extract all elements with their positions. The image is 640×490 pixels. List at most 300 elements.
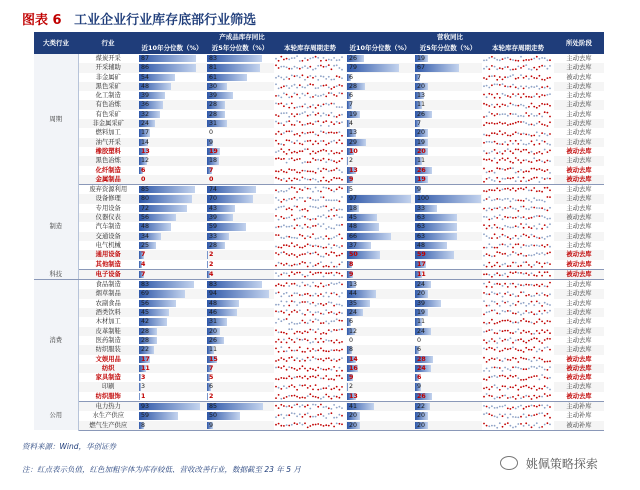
trend-point <box>531 190 533 192</box>
trend-point <box>547 143 549 145</box>
trend-point <box>275 102 277 104</box>
trend-point <box>541 266 543 268</box>
trend-point <box>278 304 280 306</box>
trend-point <box>312 314 314 316</box>
trend-point <box>499 397 501 399</box>
trend-point <box>339 328 341 330</box>
trend-point <box>336 167 338 169</box>
trend-point <box>299 397 301 399</box>
trend-point <box>528 368 530 370</box>
trend-point <box>510 310 512 312</box>
trend-point <box>488 123 490 125</box>
trend-point <box>515 261 517 263</box>
trend-point <box>296 106 298 108</box>
trend-point <box>296 171 298 173</box>
trend-point <box>291 356 293 358</box>
trend-point <box>288 236 290 238</box>
trend-point <box>507 76 509 78</box>
trend-point <box>523 104 525 106</box>
trend-point <box>483 150 485 152</box>
trend-point <box>520 350 522 352</box>
trend-point <box>544 271 546 273</box>
trend-point <box>283 292 285 294</box>
trend-point <box>528 161 530 163</box>
trend-point <box>525 170 527 172</box>
trend-point <box>278 261 280 263</box>
percentile-value: 7 <box>141 270 146 278</box>
trend-point <box>291 141 293 143</box>
trend-point <box>488 322 490 324</box>
trend-point <box>549 150 551 152</box>
stage-cell: 主动去库 <box>566 299 592 307</box>
trend-point <box>333 191 335 193</box>
trend-point <box>536 199 538 201</box>
percentile-cell <box>206 110 274 119</box>
table-row <box>34 100 604 109</box>
trend-point <box>486 367 488 369</box>
trend-point <box>296 191 298 193</box>
trend-point <box>286 121 288 123</box>
percentile-cell <box>414 63 482 72</box>
trend-point <box>323 131 325 133</box>
trend-point <box>499 375 501 377</box>
trend-point <box>533 337 535 339</box>
trend-point <box>296 55 298 57</box>
trend-point <box>507 207 509 209</box>
trend-point <box>499 351 501 353</box>
trend-point <box>510 271 512 273</box>
percentile-cell <box>346 175 414 185</box>
trend-point <box>494 233 496 235</box>
trend-point <box>491 75 493 77</box>
trend-point <box>491 65 493 67</box>
trend-point <box>510 69 512 71</box>
trend-point <box>510 59 512 61</box>
trend-point <box>491 190 493 192</box>
trend-sparkline <box>482 299 552 308</box>
trend-point <box>517 77 519 79</box>
trend-point <box>325 387 327 389</box>
trend-point <box>323 341 325 343</box>
trend-point <box>502 58 504 60</box>
trend-point <box>309 271 311 273</box>
trend-point <box>528 78 530 80</box>
trend-point <box>275 272 277 274</box>
percentile-cell <box>206 364 274 373</box>
percentile-cell <box>346 147 414 156</box>
percentile-value: 93 <box>141 402 150 410</box>
trend-point <box>515 113 517 115</box>
percentile-value: 31 <box>209 120 218 128</box>
trend-point <box>510 140 512 142</box>
trend-point <box>331 388 333 390</box>
trend-point <box>499 60 501 62</box>
trend-point <box>291 209 293 211</box>
trend-point <box>496 69 498 71</box>
trend-point <box>320 196 322 198</box>
trend-point <box>339 114 341 116</box>
trend-point <box>323 224 325 226</box>
percentile-cell <box>206 317 274 326</box>
trend-point <box>523 233 525 235</box>
trend-point <box>525 112 527 114</box>
trend-point <box>496 162 498 164</box>
trend-point <box>541 177 543 179</box>
trend-point <box>486 209 488 211</box>
trend-point <box>544 66 546 68</box>
trend-point <box>341 349 343 351</box>
percentile-cell <box>206 382 274 391</box>
trend-point <box>525 358 527 360</box>
trend-point <box>294 404 296 406</box>
screening-table-wrapper <box>34 32 604 431</box>
trend-point <box>504 302 506 304</box>
percentile-value: 48 <box>141 82 150 90</box>
table-row <box>34 336 604 345</box>
percentile-cell <box>414 73 482 82</box>
trend-point <box>280 201 282 203</box>
trend-sparkline <box>482 290 552 299</box>
trend-point <box>302 313 304 315</box>
trend-point <box>528 124 530 126</box>
trend-point <box>494 97 496 99</box>
revenue-trend-cell <box>482 185 554 195</box>
percentile-value: 34 <box>141 232 150 240</box>
percentile-value: 22 <box>417 402 426 410</box>
percentile-value: 0 <box>209 129 214 137</box>
trend-point <box>528 96 530 98</box>
trend-point <box>312 388 314 390</box>
trend-point <box>504 329 506 331</box>
trend-point <box>504 225 506 227</box>
trend-point <box>491 179 493 181</box>
trend-point <box>328 87 330 89</box>
trend-point <box>504 76 506 78</box>
trend-point <box>331 237 333 239</box>
trend-point <box>336 422 338 424</box>
trend-point <box>520 85 522 87</box>
trend-point <box>280 226 282 228</box>
trend-point <box>288 275 290 277</box>
trend-point <box>339 84 341 86</box>
trend-point <box>544 385 546 387</box>
trend-point <box>496 367 498 369</box>
trend-point <box>286 153 288 155</box>
percentile-value: 39 <box>209 92 218 100</box>
trend-point <box>525 197 527 199</box>
industry-name: 化纤制造 <box>95 166 121 174</box>
trend-point <box>283 191 285 193</box>
trend-point <box>286 112 288 114</box>
trend-point <box>280 377 282 379</box>
percentile-cell <box>346 73 414 82</box>
table-row <box>34 317 604 326</box>
trend-point <box>528 69 530 71</box>
trend-point <box>533 274 535 276</box>
trend-point <box>499 284 501 286</box>
trend-point <box>486 216 488 218</box>
trend-point <box>304 216 306 218</box>
trend-point <box>494 255 496 257</box>
trend-point <box>549 423 551 425</box>
trend-point <box>483 167 485 169</box>
trend-point <box>275 121 277 123</box>
trend-point <box>539 340 541 342</box>
trend-point <box>323 76 325 78</box>
trend-point <box>496 293 498 295</box>
percentile-value: 18 <box>209 157 218 165</box>
trend-point <box>312 253 314 255</box>
trend-point <box>283 264 285 266</box>
trend-point <box>339 272 341 274</box>
trend-point <box>278 234 280 236</box>
trend-point <box>307 413 309 415</box>
percentile-value: 19 <box>417 55 426 62</box>
trend-point <box>536 77 538 79</box>
trend-point <box>544 111 546 113</box>
trend-point <box>323 323 325 325</box>
percentile-value: 7 <box>141 251 146 259</box>
trend-point <box>315 252 317 254</box>
trend-point <box>536 69 538 71</box>
trend-point <box>539 245 541 247</box>
trend-point <box>275 252 277 254</box>
trend-point <box>544 407 546 409</box>
trend-point <box>491 151 493 153</box>
trend-point <box>275 348 277 350</box>
trend-point <box>286 171 288 173</box>
trend-point <box>531 201 533 203</box>
trend-point <box>296 292 298 294</box>
stage-cell: 主动去库 <box>566 129 592 137</box>
trend-point <box>531 102 533 104</box>
trend-point <box>317 65 319 67</box>
trend-point <box>515 286 517 288</box>
trend-point <box>496 247 498 249</box>
inventory-trend-cell <box>274 382 346 391</box>
trend-point <box>547 261 549 263</box>
trend-point <box>512 357 514 359</box>
table-row <box>34 308 604 317</box>
trend-point <box>533 254 535 256</box>
percentile-cell <box>206 54 274 63</box>
trend-point <box>304 95 306 97</box>
trend-point <box>531 217 533 219</box>
trend-point <box>278 178 280 180</box>
trend-point <box>312 424 314 426</box>
trend-point <box>547 253 549 255</box>
trend-point <box>541 342 543 344</box>
trend-point <box>331 78 333 80</box>
trend-point <box>288 168 290 170</box>
trend-point <box>307 227 309 229</box>
trend-point <box>486 379 488 381</box>
percentile-value: 3 <box>141 374 146 382</box>
trend-point <box>333 153 335 155</box>
trend-point <box>302 396 304 398</box>
percentile-cell <box>346 194 414 203</box>
trend-point <box>336 95 338 97</box>
trend-point <box>333 199 335 201</box>
trend-point <box>510 113 512 115</box>
trend-point <box>296 331 298 333</box>
percentile-cell <box>206 147 274 156</box>
trend-point <box>517 176 519 178</box>
trend-point <box>510 151 512 153</box>
percentile-cell <box>346 382 414 391</box>
trend-point <box>309 197 311 199</box>
trend-point <box>536 284 538 286</box>
trend-point <box>312 321 314 323</box>
stage-cell: 主动去库 <box>566 241 592 249</box>
trend-point <box>328 159 330 161</box>
trend-point <box>320 115 322 117</box>
trend-point <box>333 102 335 104</box>
trend-point <box>302 332 304 334</box>
percentile-cell <box>346 166 414 175</box>
revenue-trend-cell <box>482 110 554 119</box>
percentile-value: 0 <box>417 336 422 344</box>
table-row <box>34 222 604 231</box>
trend-point <box>525 245 527 247</box>
trend-point <box>486 413 488 415</box>
stage-cell: 主动去库 <box>566 110 592 118</box>
trend-point <box>488 388 490 390</box>
trend-point <box>288 188 290 190</box>
trend-sparkline <box>482 101 552 110</box>
trend-point <box>275 196 277 198</box>
trend-point <box>494 375 496 377</box>
trend-point <box>323 304 325 306</box>
trend-point <box>499 338 501 340</box>
trend-point <box>309 131 311 133</box>
trend-point <box>507 95 509 97</box>
percentile-cell <box>138 156 206 165</box>
trend-point <box>331 408 333 410</box>
revenue-trend-cell <box>482 421 554 431</box>
trend-point <box>280 414 282 416</box>
percentile-cell <box>206 308 274 317</box>
trend-point <box>336 407 338 409</box>
percentile-value: 2 <box>349 157 354 165</box>
trend-point <box>309 425 311 427</box>
trend-point <box>486 406 488 408</box>
trend-point <box>486 305 488 307</box>
inventory-trend-cell <box>274 54 346 63</box>
trend-point <box>539 395 541 397</box>
trend-point <box>544 124 546 126</box>
percentile-value: 26 <box>417 110 426 118</box>
trend-point <box>533 333 535 335</box>
table-row <box>34 166 604 175</box>
trend-point <box>533 294 535 296</box>
trend-point <box>525 59 527 61</box>
trend-point <box>278 68 280 70</box>
trend-point <box>339 423 341 425</box>
trend-sparkline <box>274 290 344 299</box>
trend-point <box>299 60 301 62</box>
trend-point <box>307 323 309 325</box>
trend-point <box>275 424 277 426</box>
trend-point <box>517 88 519 90</box>
trend-point <box>296 178 298 180</box>
trend-point <box>328 396 330 398</box>
percentile-cell <box>414 421 482 431</box>
trend-point <box>312 131 314 133</box>
trend-point <box>523 351 525 353</box>
trend-point <box>304 245 306 247</box>
trend-point <box>507 134 509 136</box>
trend-point <box>536 228 538 230</box>
trend-point <box>547 103 549 105</box>
trend-point <box>491 170 493 172</box>
trend-point <box>315 264 317 266</box>
trend-point <box>278 284 280 286</box>
trend-point <box>525 395 527 397</box>
trend-point <box>528 424 530 426</box>
trend-point <box>312 218 314 220</box>
trend-point <box>517 350 519 352</box>
revenue-trend-cell <box>482 204 554 213</box>
trend-sparkline <box>274 156 344 165</box>
trend-point <box>504 273 506 275</box>
trend-point <box>515 244 517 246</box>
trend-point <box>512 59 514 61</box>
trend-point <box>286 415 288 417</box>
trend-point <box>312 282 314 284</box>
inventory-trend-cell <box>274 138 346 147</box>
table-row <box>34 204 604 213</box>
trend-point <box>525 284 527 286</box>
percentile-cell <box>346 355 414 364</box>
trend-point <box>486 134 488 136</box>
stage-cell: 被动去库 <box>566 166 592 174</box>
trend-point <box>536 139 538 141</box>
trend-point <box>483 125 485 127</box>
trend-point <box>507 57 509 59</box>
trend-point <box>296 140 298 142</box>
percentile-value: 45 <box>349 214 358 222</box>
trend-point <box>549 293 551 295</box>
trend-point <box>307 123 309 125</box>
trend-point <box>523 171 525 173</box>
trend-point <box>296 159 298 161</box>
inventory-trend-cell <box>274 100 346 109</box>
trend-point <box>544 238 546 240</box>
inventory-trend-cell <box>274 147 346 156</box>
trend-point <box>323 112 325 114</box>
inventory-trend-cell <box>274 82 346 91</box>
trend-point <box>278 319 280 321</box>
trend-point <box>288 116 290 118</box>
trend-point <box>339 217 341 219</box>
trend-point <box>304 132 306 134</box>
trend-point <box>336 339 338 341</box>
percentile-cell <box>138 269 206 279</box>
trend-point <box>510 396 512 398</box>
percentile-cell <box>414 250 482 259</box>
trend-point <box>539 199 541 201</box>
header-inv-pct10: 近10年分位数（%） <box>138 42 206 54</box>
revenue-trend-cell <box>482 100 554 109</box>
percentile-cell <box>414 308 482 317</box>
percentile-value: 20 <box>417 412 426 420</box>
trend-point <box>288 264 290 266</box>
trend-point <box>336 85 338 87</box>
trend-point <box>323 406 325 408</box>
trend-point <box>502 370 504 372</box>
trend-point <box>307 170 309 172</box>
